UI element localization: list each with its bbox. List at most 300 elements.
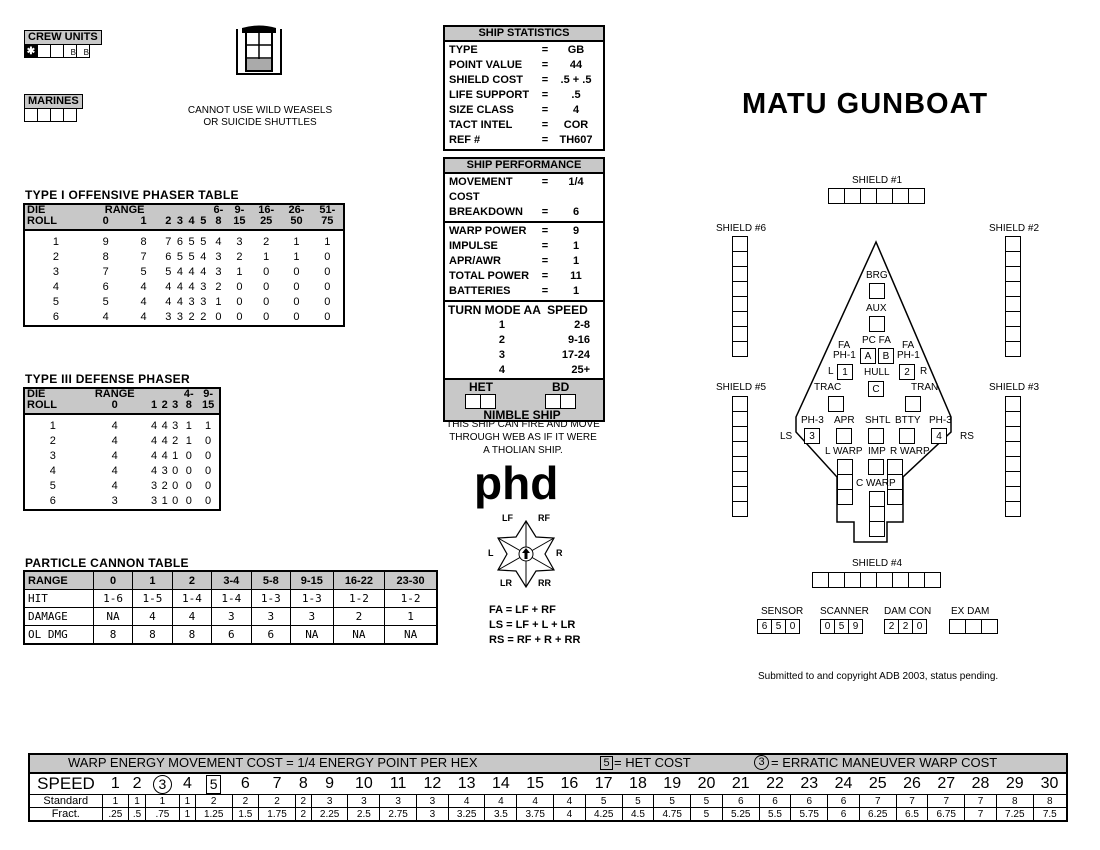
table-cell: 3: [200, 281, 207, 293]
marine-box[interactable]: [37, 108, 51, 122]
shield-box[interactable]: [908, 572, 925, 588]
stat-key: WARP POWER: [449, 225, 527, 237]
speed-value: [295, 773, 311, 795]
table-cell: NA: [291, 626, 334, 645]
column-header: 0: [87, 216, 125, 230]
stat-equals: =: [541, 206, 549, 218]
web-note-line: THROUGH WEB AS IF IT WERE: [449, 432, 597, 443]
marines-track: [24, 108, 83, 122]
warp-box[interactable]: [837, 489, 853, 505]
table-cell: 3: [188, 296, 195, 308]
shield-box[interactable]: [1005, 236, 1021, 252]
table-cell: 3: [212, 608, 251, 626]
table-cell: NA: [93, 608, 132, 626]
standard-value: 3: [311, 795, 348, 808]
stat-key: IMPULSE: [449, 240, 498, 252]
shield-box[interactable]: [1005, 486, 1021, 502]
bd-box[interactable]: [560, 394, 576, 409]
shuttle-bay-icon: [232, 25, 286, 84]
sensor-box[interactable]: 0: [785, 619, 800, 634]
stat-value: COR: [563, 119, 589, 131]
ship-performance-header: SHIP PERFORMANCE: [445, 159, 603, 174]
stat-equals: =: [541, 176, 549, 188]
standard-value: 4: [517, 795, 554, 808]
fraction-value: .25: [102, 808, 129, 822]
fraction-value: 4.75: [654, 808, 691, 822]
speed-value-text: 3: [153, 775, 172, 794]
speed-value-text: 16: [560, 775, 579, 792]
standard-value: 6: [722, 795, 759, 808]
speed-value-text: 1: [110, 775, 120, 792]
shield-box[interactable]: [828, 188, 845, 204]
shield-box[interactable]: [732, 396, 748, 412]
impulse-label: IMP: [868, 446, 886, 457]
table-row: [24, 230, 344, 250]
bridge-box[interactable]: [869, 283, 885, 299]
stat-equals: =: [541, 270, 549, 282]
stat-equals: =: [541, 119, 549, 131]
marine-box[interactable]: [63, 108, 77, 122]
column-header: 51-: [312, 204, 344, 216]
stat-row: [445, 269, 603, 284]
shield-box[interactable]: [844, 188, 861, 204]
standard-value: 6: [759, 795, 791, 808]
table-cell: 0: [263, 281, 270, 293]
scanner-box[interactable]: 0: [820, 619, 835, 634]
warp-cost-text: WARP ENERGY MOVEMENT COST = 1/4 ENERGY POINT PER HEX: [68, 755, 478, 770]
table-row: [24, 280, 344, 295]
het-box[interactable]: [465, 394, 481, 409]
table-cell: 3: [111, 495, 118, 507]
table-cell: 0: [172, 465, 179, 477]
column-header: 8: [209, 216, 228, 230]
shield-box[interactable]: [732, 486, 748, 502]
speed-value: [554, 773, 586, 795]
column-header: 5-8: [251, 571, 290, 590]
standard-value: 8: [1033, 795, 1067, 808]
speed-value-text: 9: [325, 775, 335, 792]
speed-value: [232, 773, 259, 795]
shield-box[interactable]: [732, 471, 748, 487]
column-header: 23-30: [385, 571, 437, 590]
table-cell: 0: [324, 311, 331, 323]
fraction-value: 3: [416, 808, 448, 822]
speed-value: [485, 773, 517, 795]
speed-value-text: 30: [1040, 775, 1059, 792]
fraction-value: 7: [965, 808, 997, 822]
table-cell: 4: [165, 296, 172, 308]
phaser3-left-box[interactable]: 3: [804, 428, 820, 444]
table-cell: 4: [215, 236, 222, 248]
speed-value: [622, 773, 654, 795]
shield-box[interactable]: [1005, 411, 1021, 427]
stat-row: [445, 43, 603, 58]
right-warp-label: R WARP: [890, 446, 930, 457]
shield-box[interactable]: [908, 188, 925, 204]
table-cell: 0: [185, 480, 192, 492]
shield-box[interactable]: [1005, 326, 1021, 342]
battery-label: BTTY: [895, 415, 921, 426]
shield-box[interactable]: [892, 188, 909, 204]
stat-value: .5 + .5: [560, 74, 592, 86]
table-cell: 0: [324, 266, 331, 278]
table-cell: 0: [293, 281, 300, 293]
standard-row: [29, 795, 1067, 808]
het-cost-key: 5: [600, 756, 613, 770]
stat-key: POINT VALUE: [449, 59, 523, 71]
shield-box[interactable]: [732, 311, 748, 327]
fraction-value: 7.25: [996, 808, 1033, 822]
speed-value: [859, 773, 896, 795]
standard-value: 3: [380, 795, 417, 808]
table-cell: 4: [140, 296, 147, 308]
table-cell: 4: [111, 450, 118, 462]
fraction-value: 6.75: [928, 808, 965, 822]
shield-box[interactable]: [732, 236, 748, 252]
shield-box[interactable]: [1005, 341, 1021, 357]
shield-box[interactable]: [732, 266, 748, 282]
table-cell: 0: [185, 495, 192, 507]
particle-cannon-b-box[interactable]: B: [878, 348, 894, 364]
table-row: [24, 265, 344, 280]
stat-key: APR/AWR: [449, 255, 501, 267]
table-cell: NA: [385, 626, 437, 645]
fraction-value: 5.75: [791, 808, 828, 822]
hull-box[interactable]: C: [868, 381, 884, 397]
warp-box[interactable]: [869, 521, 885, 537]
speed-value: [585, 773, 622, 795]
speed-value: [145, 773, 179, 795]
standard-value: 5: [585, 795, 622, 808]
speed-value: [896, 773, 928, 795]
ph3-left-label: PH-3: [801, 415, 824, 426]
crew-unit-box[interactable]: B: [63, 44, 77, 58]
warp-box[interactable]: [869, 506, 885, 522]
column-header: 75: [312, 216, 344, 230]
bd-box[interactable]: [545, 394, 561, 409]
standard-value: 2: [195, 795, 232, 808]
firing-arc-compass: [484, 513, 568, 592]
shield-box[interactable]: [732, 326, 748, 342]
table-cell: 0: [205, 495, 212, 507]
shield-box[interactable]: [732, 441, 748, 457]
column-header: 15: [197, 400, 220, 414]
turn-mode-rows: [445, 318, 603, 378]
aux-box[interactable]: [869, 316, 885, 332]
stat-value: .5: [571, 89, 581, 101]
web-note: [440, 418, 606, 457]
phaser1-left-box[interactable]: 1: [837, 364, 853, 380]
turn-mode-speed: 25+: [571, 364, 590, 376]
table-cell: 1: [185, 435, 192, 447]
shield-box[interactable]: [924, 572, 941, 588]
speed-value: [517, 773, 554, 795]
marine-box[interactable]: [50, 108, 64, 122]
shield-box[interactable]: [1005, 426, 1021, 442]
shield-box[interactable]: [732, 296, 748, 312]
scanner-label: SCANNER: [820, 606, 869, 617]
speed-value-text: 23: [800, 775, 819, 792]
arc-r-label: R: [556, 548, 563, 558]
standard-label: Standard: [29, 795, 102, 808]
marines-block: [24, 91, 83, 122]
transporter-label: TRAN: [911, 382, 939, 393]
stat-value: 6: [572, 206, 580, 218]
table-cell: 3: [49, 450, 56, 462]
shield-box[interactable]: [860, 188, 877, 204]
stat-row: [445, 118, 603, 133]
marine-box[interactable]: [24, 108, 38, 122]
speed-value: [722, 773, 759, 795]
shield-box[interactable]: [812, 572, 829, 588]
stat-key: TOTAL POWER: [449, 270, 530, 282]
stat-equals: =: [541, 225, 549, 237]
shield-box[interactable]: [732, 456, 748, 472]
table-cell: 6: [52, 311, 59, 323]
shield-box[interactable]: [732, 501, 748, 517]
column-header: 6-: [209, 204, 228, 216]
sensor-box[interactable]: 6: [757, 619, 772, 634]
scanner-box[interactable]: 9: [848, 619, 863, 634]
phaser1-title: TYPE I OFFENSIVE PHASER TABLE: [25, 188, 239, 202]
shield-box[interactable]: [892, 572, 909, 588]
shield-box[interactable]: [1005, 281, 1021, 297]
shield-box[interactable]: [1005, 471, 1021, 487]
column-header: 9-: [228, 204, 251, 216]
speed-value: [102, 773, 129, 795]
shield4-label: SHIELD #4: [852, 558, 903, 569]
speed-value-text: 22: [766, 775, 784, 792]
crew-unit-box[interactable]: B: [76, 44, 90, 58]
table-cell: 7: [165, 236, 172, 248]
sensor-box[interactable]: 5: [771, 619, 786, 634]
shield-box[interactable]: [1005, 311, 1021, 327]
speed-value: [416, 773, 448, 795]
table-cell: 0: [324, 251, 331, 263]
warp-box[interactable]: [837, 459, 853, 475]
table-cell: 6: [165, 251, 172, 263]
standard-value: 7: [928, 795, 965, 808]
apr-box[interactable]: [836, 428, 852, 444]
turn-mode-speed: 2-8: [574, 319, 590, 331]
warp-box[interactable]: [869, 491, 885, 507]
table-header-row: [24, 400, 220, 414]
crew-unit-box[interactable]: [50, 44, 64, 58]
speed-value-text: 26: [903, 775, 921, 792]
table-cell: HIT: [24, 590, 93, 608]
apr-label: APR: [834, 415, 855, 426]
pc-fa-label: PC FA: [862, 335, 891, 346]
table-cell: 5: [188, 251, 195, 263]
excess-damage-box[interactable]: [965, 619, 982, 634]
shield-box[interactable]: [1005, 296, 1021, 312]
table-cell: 1: [324, 236, 331, 248]
table-cell: 4: [151, 465, 158, 477]
ship-statistics: [443, 25, 605, 151]
table-row: [24, 479, 220, 494]
table-cell: 0: [236, 311, 243, 323]
damage-control-box[interactable]: 2: [884, 619, 899, 634]
arc-def-ls: LS = LF + L + LR: [489, 619, 576, 631]
fraction-value: 1: [179, 808, 195, 822]
table-cell: 0: [205, 435, 212, 447]
table-cell: 0: [236, 281, 243, 293]
impulse-box[interactable]: [868, 459, 884, 475]
table-cell: 0: [172, 495, 179, 507]
turn-mode-row: [445, 318, 603, 333]
arc-l-label: L: [488, 548, 494, 558]
stat-row: [445, 284, 603, 299]
table-cell: 2: [49, 435, 56, 447]
column-header: 3-4: [212, 571, 251, 590]
shield-box[interactable]: [732, 426, 748, 442]
stat-value: 11: [570, 270, 582, 282]
shield-box[interactable]: [732, 341, 748, 357]
ship-performance: [443, 157, 605, 422]
crew-unit-box[interactable]: [37, 44, 51, 58]
table-cell: 4: [161, 420, 168, 432]
phaser1-right-box[interactable]: 2: [899, 364, 915, 380]
turn-mode-row: [445, 348, 603, 363]
excess-damage-box[interactable]: [949, 619, 966, 634]
fraction-value: 5: [691, 808, 723, 822]
stat-key: MOVEMENT COST: [449, 176, 513, 203]
speed-value-text: 29: [1005, 775, 1024, 792]
transporter-box[interactable]: [905, 396, 921, 412]
het-box[interactable]: [480, 394, 496, 409]
tractor-label: TRAC: [814, 382, 842, 393]
table-row: [24, 295, 344, 310]
particle-cannon-a-box[interactable]: A: [860, 348, 876, 364]
standard-value: 2: [232, 795, 259, 808]
shield-box[interactable]: [860, 572, 877, 588]
table-cell: 3: [236, 236, 243, 248]
shield-box[interactable]: [1005, 441, 1021, 457]
column-header: 3: [174, 216, 186, 230]
speed-value: [448, 773, 485, 795]
warp-box[interactable]: [837, 474, 853, 490]
table-cell: 1-4: [172, 590, 211, 608]
turn-mode-value: 4: [498, 364, 505, 376]
fraction-value: 2.25: [311, 808, 348, 822]
copyright-note: Submitted to and copyright ADB 2003, status pending.: [758, 671, 999, 682]
table-cell: 2: [161, 480, 168, 492]
speed-value-text: 12: [423, 775, 442, 792]
table-cell: 5: [176, 251, 184, 263]
shield-box[interactable]: [1005, 251, 1021, 267]
table-cell: 6: [49, 495, 56, 507]
shield-box[interactable]: [876, 572, 893, 588]
speed-value: [828, 773, 860, 795]
excess-damage-box[interactable]: [981, 619, 998, 634]
speed-value: [311, 773, 348, 795]
speed-value: [654, 773, 691, 795]
stat-key: REF #: [449, 134, 481, 146]
tractor-box[interactable]: [828, 396, 844, 412]
het-label: HET: [469, 380, 493, 394]
speed-value-text: 6: [240, 775, 250, 792]
web-note-line: A THOLIAN SHIP.: [483, 445, 563, 456]
shield3-label: SHIELD #3: [989, 382, 1040, 393]
stat-rows: [445, 42, 603, 149]
stat-key: TACT INTEL: [449, 119, 513, 131]
shuttle-box[interactable]: [868, 428, 884, 444]
fraction-value: 3.25: [448, 808, 485, 822]
table-cell: 5: [188, 236, 195, 248]
table-cell: 4: [165, 281, 172, 293]
web-note-line: THIS SHIP CAN FIRE AND MOVE: [446, 419, 600, 430]
table-cell: 3: [251, 608, 290, 626]
shield-box[interactable]: [1005, 501, 1021, 517]
warp-box[interactable]: [887, 459, 903, 475]
battery-box[interactable]: [899, 428, 915, 444]
damage-control-box[interactable]: 2: [898, 619, 913, 634]
shield-box[interactable]: [876, 188, 893, 204]
stat-value: 9: [572, 225, 580, 237]
phaser3-right-box[interactable]: 4: [931, 428, 947, 444]
table-cell: 4: [151, 435, 158, 447]
table-cell: 1-4: [212, 590, 251, 608]
shield-box[interactable]: [732, 251, 748, 267]
table-cell: 3: [172, 420, 179, 432]
table-cell: 1-2: [333, 590, 385, 608]
fraction-value: 1.75: [259, 808, 296, 822]
het-bd-block: [445, 380, 603, 420]
ship-systems-display: [700, 170, 1040, 600]
fraction-value: 4.25: [585, 808, 622, 822]
table-cell: 8: [102, 251, 109, 263]
shield-box[interactable]: [732, 281, 748, 297]
table-cell: 5: [200, 236, 207, 248]
damage-control-box[interactable]: 0: [912, 619, 927, 634]
speed-value: [348, 773, 380, 795]
shield-box[interactable]: [732, 411, 748, 427]
stat-equals: =: [541, 285, 549, 297]
shield3-track: [1005, 396, 1021, 517]
table-cell: 4: [176, 281, 184, 293]
shield-box[interactable]: [828, 572, 845, 588]
shield-box[interactable]: [1005, 396, 1021, 412]
aux-label: AUX: [866, 303, 887, 314]
speed-value-text: 4: [182, 775, 192, 792]
shield-box[interactable]: [1005, 266, 1021, 282]
table-cell: 1: [385, 608, 437, 626]
table-cell: 0: [185, 450, 192, 462]
crew-unit-box[interactable]: ✱: [24, 44, 38, 58]
arc-rr-label: RR: [538, 578, 551, 588]
table-cell: 2: [333, 608, 385, 626]
table-cell: 2: [215, 281, 222, 293]
column-header: 16-: [251, 204, 281, 216]
table-cell: 4: [49, 465, 56, 477]
table-cell: 8: [133, 626, 172, 645]
scanner-box[interactable]: 5: [834, 619, 849, 634]
column-header: ROLL: [24, 216, 87, 230]
speed-value: [691, 773, 723, 795]
table-cell: 1: [215, 296, 222, 308]
damage-control-label: DAM CON: [884, 606, 932, 617]
column-header: 3: [170, 400, 181, 414]
table-cell: 1: [293, 251, 300, 263]
standard-value: 2: [295, 795, 311, 808]
shield-box[interactable]: [1005, 456, 1021, 472]
shield-box[interactable]: [844, 572, 861, 588]
table-cell: 4: [111, 465, 118, 477]
column-header: 1: [125, 216, 163, 230]
warp-box[interactable]: [887, 489, 903, 505]
speed-value-text: 18: [629, 775, 647, 792]
table-cell: 0: [185, 465, 192, 477]
